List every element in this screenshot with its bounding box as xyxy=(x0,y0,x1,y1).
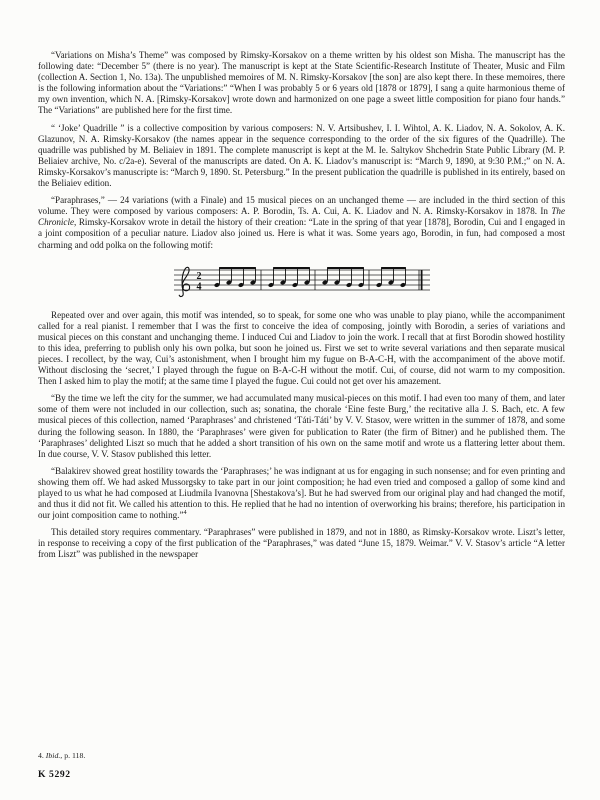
staff-lines xyxy=(174,270,430,290)
footnote-page: p. 118. xyxy=(62,751,86,760)
time-signature-top: 2 xyxy=(196,270,201,282)
music-notation xyxy=(171,257,433,303)
paragraph: “ ‘Joke’ Quadrille ” is a collective composition by various composers: N. V. Artsibushev, I. I. Wihtol, A. K. Liadov, N. A. Sokolov, A. K. Glazunov, N. A. Rimsky-Korsakov (the names appear in the sequence corresponding to the order of the six figures of the Quadrille). The quadrille was published by M. Beliaiev in 1891. The complete manuscript is kept at the M. Ie. Saltykov Shchedrin State Public Library (M. P. Beliaiev archive, No. c/2a-e). Several of the manuscripts are dated. On A. K. Liadov’s manuscript is: “March 9, 1890, at 9:30 P.M.;” on N. A. Rimsky-Korsakov’s manuscripte is: “March 9, 1890. St. Petersburg.” In the present publication the quadrille is published in its entirely, based on the Beliaiev edition. xyxy=(38,122,565,189)
music-example xyxy=(38,257,565,303)
note-beam xyxy=(327,267,364,269)
footnote-source: Ibid., xyxy=(45,751,63,760)
note-beam xyxy=(273,267,310,269)
paragraph: Repeated over and over again, this motif was intended, so to speak, for some one who was unable to play piano, while the accompaniment called for a real pianist. I remember that I was the first to conceive the idea of composing, jointly with Borodin, a series of variations and musical pieces on this constant and unchanging theme. I induced Cui and Liadov to join the work. I recall that at first Borodin showed hostility to this idea, preferring to publish only his own polka, but soon he joined us. First we set to write several variations and then separate musical pieces. I recollect, by the way, Cui’s astonishment, when I brought him my fugue on B-A-C-H, with the accompaniment of the above motif. Without disclosing the ‘secret,’ I played through the fugue on B-A-C-H without the motif. Cui, of course, did not warm to my composition. Then I asked him to play the motif; at the same time I played the fugue. Cui could not get over his amazement. xyxy=(38,309,565,387)
page-content xyxy=(38,50,565,567)
paragraph: “Balakirev showed great hostility towards the ‘Paraphrases;’ he was indignant at us for engaging in such nonsense; and for even printing and showing them off. We had asked Mussorgsky to take part in our joint composition; he had even tried and composed a gallop of some kind and played to us what he had composed at Liudmila Ivanovna [Shestakova’s]. But he had swerved from our original play and had changed the motif, and thus it did not fit. We called his attention to this. He replied that he had no intention of overworking his brains; therefore, his participation in our joint composition came to nothing.”$^4$ xyxy=(38,465,565,521)
notes-layer xyxy=(213,267,421,290)
note-beam xyxy=(381,267,406,269)
plate-number: K 5292 xyxy=(38,769,71,780)
paragraphs-after-music xyxy=(38,310,565,561)
note-beam xyxy=(219,267,256,269)
time-signature-bottom: 4 xyxy=(196,280,201,292)
paragraph: This detailed story requires commentary. “Paraphrases” were published in 1879, and not in 1880, as Rimsky-Korsakov wrote. Liszt’s letter, in response to receiving a copy of the first publication of the “Paraphrases,” was dated “June 15, 1879. Weimar.” V. V. Stasov’s article “A letter from Liszt” was published in the newspaper xyxy=(38,527,565,560)
paragraph: “Paraphrases,” — 24 variations (with a Finale) and 15 musical pieces on an unchanged theme — are included in the third section of this volume. They were composed by various composers: A. P. Borodin, Ts. A. Cui, A. K. Liadov and N. A. Rimsky-Korsakov in 1878. In The Chronicle, Rimsky-Korsakov wrote in detail the history of their creation: “Late in the spring of that year [1878], Borodin, Cui and I engaged in a joint composition of a peculiar nature. Liadov also joined us. Here is what it was. Some years ago, Borodin, in fun, had composed a most charming and odd polka on the following motif: xyxy=(38,195,565,250)
footnote xyxy=(38,751,85,760)
paragraph: “By the time we left the city for the summer, we had accumulated many musical-pieces on this motif. I had even too many of them, and later some of them were not included in our collection, such as; sonatina, the chorale ‘Eine feste Burg,’ the recitative alla J. S. Bach, etc. A few musical pieces of this collection, named ‘Paraphrases’ and christened ‘Táti-Táti’ by V. V. Stasov, were written in the summer of 1878, and some during the following season. In 1880, the ‘Paraphrases’ were given for publication to Rater (the firm of Bitner) and he published them. The ‘Paraphrases’ delighted Liszt so much that he added a short transition of his own on the same motif and wrote us a flattering letter about them. In due course, V. V. Stasov published this letter. xyxy=(38,393,565,459)
paragraph: “Variations on Misha’s Theme” was composed by Rimsky-Korsakov on a theme written by his oldest son Misha. The manuscript has the following date: “December 5” (there is no year). The manuscript is kept at the State Scientific-Research Institute of Theater, Music and Film (collection A. Section 1, No. 13a). The unpublished memoires of M. N. Rimsky-Korsakov [the son] are also kept there. In these memoires, there is the following information about the “Variations:” “When I was probably 5 or 6 years old [1878 or 1879], I sang a quite harmonious theme of my own invention, which N. A. [Rimsky-Korsakov] wrote down and harmonized on one page a sweet little composition for piano four hands.” The “Variations” are published here for the first time. xyxy=(38,50,565,116)
paragraphs-before-music xyxy=(38,50,565,251)
footnote-marker: 4. xyxy=(38,751,46,760)
treble-clef-icon xyxy=(179,267,189,296)
